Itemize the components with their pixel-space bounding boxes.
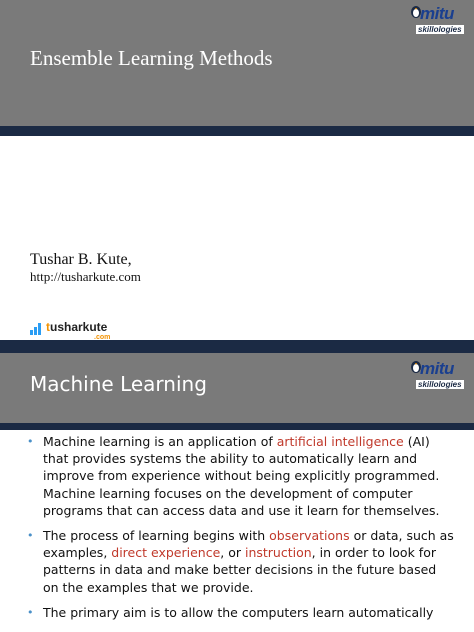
highlight-term: artificial intelligence — [276, 434, 404, 449]
tusharkute-logo-suffix: .com — [94, 334, 111, 340]
bullet-list — [27, 433, 455, 629]
slide-title: Machine Learning — [30, 372, 207, 396]
mitu-logo-sub: skillologies — [418, 380, 462, 389]
bullet-icon: • — [27, 529, 34, 543]
content-slide — [0, 340, 474, 632]
author-url: http://tusharkute.com — [30, 269, 141, 284]
mitu-logo-icon — [410, 357, 470, 395]
bullet-icon: • — [27, 605, 34, 619]
author-name: Tushar B. Kute, — [30, 251, 132, 268]
bullet-icon: • — [27, 435, 34, 448]
mitu-logo-word: mitu — [420, 359, 454, 378]
presentation-title: Ensemble Learning Methods — [30, 46, 273, 70]
list-item: • The primary aim is to allow the computers learn automatically — [27, 604, 434, 620]
mitu-logo-sub: skillologies — [418, 25, 462, 34]
highlight-term: observations — [269, 528, 350, 544]
title-slide-divider — [0, 126, 474, 136]
mitu-logo-icon — [410, 2, 470, 40]
highlight-term: direct experience — [111, 545, 221, 561]
list-item: • Machine learning is an application of artificial intelligence (AI) that provides systems the ability to automatically learn and improve from experience without being explicitly programmed. Machine learning focuses on the development of computer programs that can access data and use it learn for themselves. — [27, 434, 440, 518]
highlight-term: instruction — [244, 545, 312, 561]
content-slide-divider — [0, 423, 474, 430]
content-slide-top-band — [0, 340, 474, 353]
bar-chart-icon — [30, 323, 44, 335]
mitu-logo-word: mitu — [420, 4, 454, 23]
list-item: • The process of learning begins with observations or data, such as examples, direct experience, or instruction, in order to look for patterns in data and make better decisions in the future based on the examples that we provide. — [27, 528, 454, 595]
tusharkute-logo-text: tusharkute — [46, 320, 108, 334]
